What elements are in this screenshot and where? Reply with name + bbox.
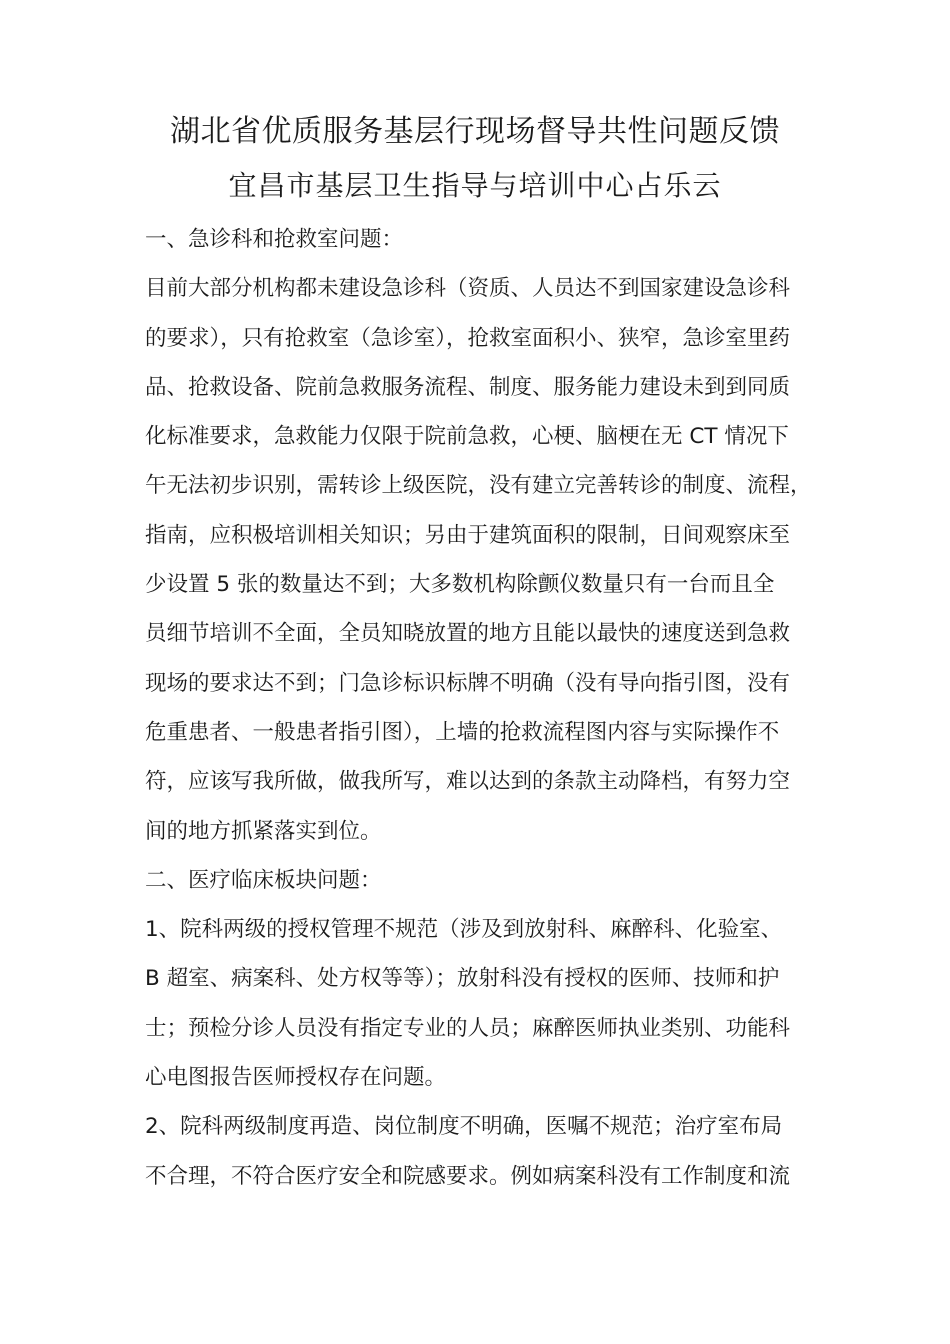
paragraph-line: 1、院科两级的授权管理不规范（涉及到放射科、麻醉科、化验室、 <box>145 917 783 943</box>
paragraph-line: 现场的要求达不到；门急诊标识标牌不明确（没有导向指引图，没有 <box>145 670 791 696</box>
paragraph-line: 指南，应积极培训相关知识；另由于建筑面积的限制，日间观察床至 <box>145 522 791 548</box>
paragraph-line: 2、院科两级制度再造、岗位制度不明确，医嘱不规范；治疗室布局 <box>145 1114 783 1140</box>
paragraph-line: 的要求），只有抢救室（急诊室），抢救室面积小、狭窄，急诊室里药 <box>145 325 791 351</box>
paragraph-line: B 超室、病案科、处方权等等）；放射科没有授权的医师、技师和护 <box>145 966 780 992</box>
paragraph-line: 目前大部分机构都未建设急诊科（资质、人员达不到国家建设急诊科 <box>145 276 791 302</box>
paragraph-line: 符，应该写我所做，做我所写，难以达到的条款主动降档，有努力空 <box>145 769 791 795</box>
paragraph-line: 间的地方抓紧落实到位。 <box>145 818 382 844</box>
document-body <box>145 215 812 1201</box>
section-heading-emergency: 一、急诊科和抢救室问题： <box>145 227 404 252</box>
paragraph-line: 不合理，不符合医疗安全和院感要求。例如病案科没有工作制度和流 <box>145 1163 791 1189</box>
paragraph-line: 心电图报告医师授权存在问题。 <box>145 1065 447 1091</box>
document-title: 湖北省优质服务基层行现场督导共性问题反馈 <box>170 114 780 149</box>
paragraph-line: 危重患者、一般患者指引图），上墙的抢救流程图内容与实际操作不 <box>145 719 780 745</box>
paragraph-line: 品、抢救设备、院前急救服务流程、制度、服务能力建设未到到同质 <box>145 374 791 400</box>
section-heading-clinical: 二、医疗临床板块问题： <box>145 867 382 893</box>
paragraph-line: 化标准要求，急救能力仅限于院前急救，心梗、脑梗在无 CT 情况下 <box>145 424 789 450</box>
paragraph-line: 士；预检分诊人员没有指定专业的人员；麻醉医师执业类别、功能科 <box>145 1015 791 1041</box>
paragraph-line: 员细节培训不全面，全员知晓放置的地方且能以最快的速度送到急救 <box>145 621 791 647</box>
paragraph-line: 午无法初步识别，需转诊上级医院，没有建立完善转诊的制度、流程， <box>145 473 812 499</box>
paragraph-line: 少设置 5 张的数量达不到；大多数机构除颤仪数量只有一台而且全 <box>145 572 775 598</box>
document-subtitle: 宜昌市基层卫生指导与培训中心占乐云 <box>228 169 722 202</box>
